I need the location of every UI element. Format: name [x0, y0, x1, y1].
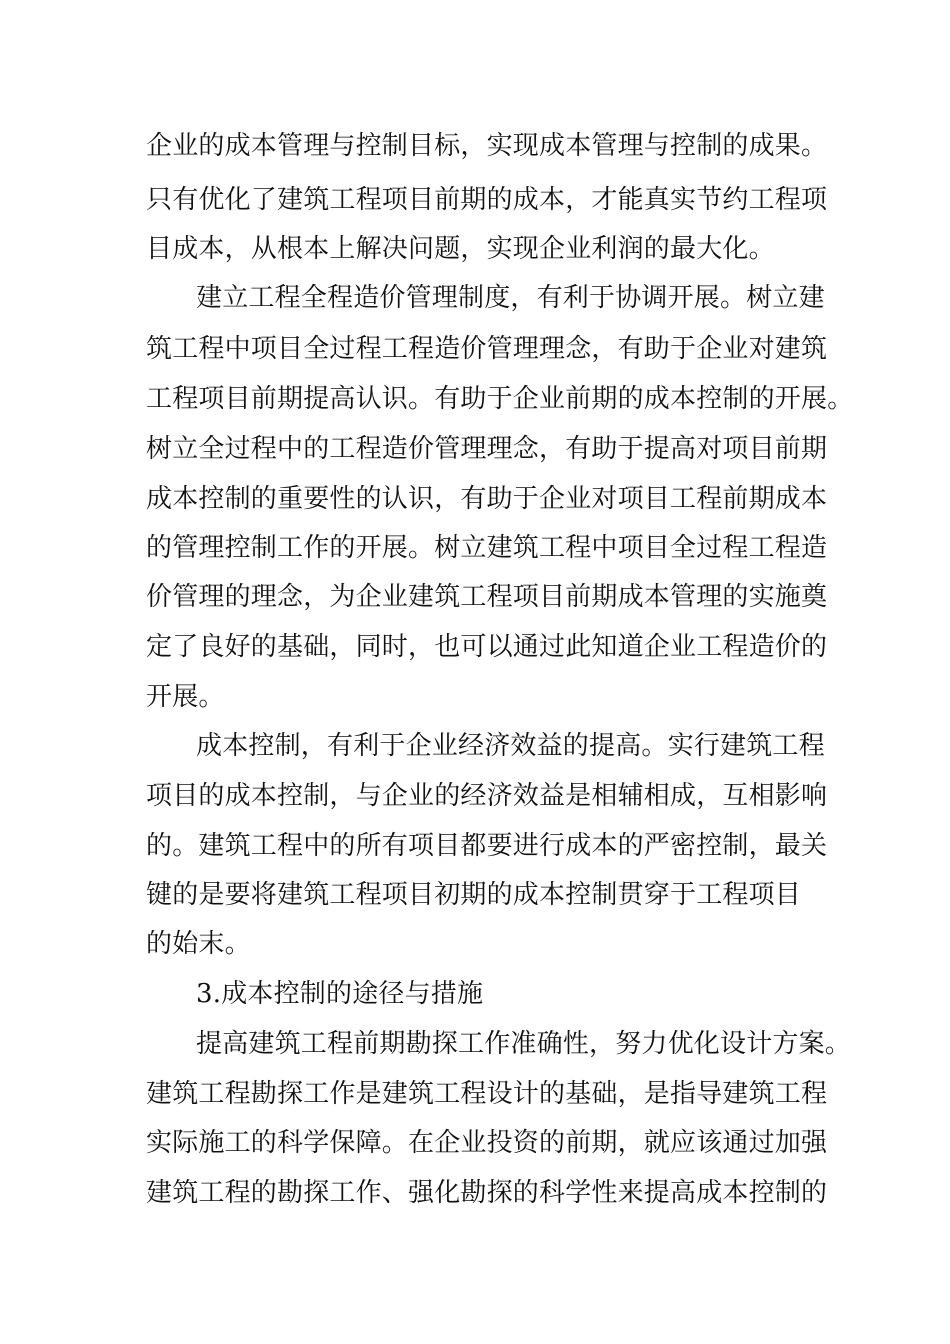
text-line: 树立全过程中的工程造价管理理念，有助于提高对项目前期 [146, 434, 828, 464]
text-line: 实际施工的科学保障。在企业投资的前期，就应该通过加强 [146, 1128, 828, 1158]
text-line: 项目的成本控制，与企业的经济效益是相辅相成，互相影响 [146, 781, 828, 811]
text-line: 的始末。 [146, 929, 251, 959]
text-line: 的。建筑工程中的所有项目都要进行成本的严密控制，最关 [146, 831, 828, 861]
text-line: 价管理的理念，为企业建筑工程项目前期成本管理的实施奠 [146, 582, 828, 612]
text-line: 筑工程中项目全过程工程造价管理理念，有助于企业对建筑 [146, 334, 828, 364]
text-line: 工程项目前期提高认识。有助于企业前期的成本控制的开展。 [146, 384, 854, 414]
section-heading: 3.成本控制的途径与措施 [196, 979, 484, 1009]
text-line: 开展。 [146, 682, 225, 712]
text-line: 建筑工程勘探工作是建筑工程设计的基础，是指导建筑工程 [146, 1079, 828, 1109]
paragraph-start-line: 建立工程全程造价管理制度，有利于协调开展。树立建 [196, 283, 825, 313]
text-line: 建筑工程的勘探工作、强化勘探的科学性来提高成本控制的 [146, 1178, 828, 1208]
paragraph-start-line: 成本控制，有利于企业经济效益的提高。实行建筑工程 [196, 731, 825, 761]
paragraph-start-line: 提高建筑工程前期勘探工作准确性，努力优化设计方案。 [196, 1029, 852, 1059]
text-line: 只有优化了建筑工程项目前期的成本，才能真实节约工程项 [146, 185, 828, 215]
text-line: 定了良好的基础，同时，也可以通过此知道企业工程造价的 [146, 632, 828, 662]
text-line: 企业的成本管理与控制目标，实现成本管理与控制的成果。 [146, 131, 828, 161]
text-line: 成本控制的重要性的认识，有助于企业对项目工程前期成本 [146, 484, 828, 514]
text-line: 的管理控制工作的开展。树立建筑工程中项目全过程工程造 [146, 533, 828, 563]
text-line: 键的是要将建筑工程项目初期的成本控制贯穿于工程项目 [146, 880, 802, 910]
text-line: 目成本，从根本上解决问题，实现企业利润的最大化。 [146, 234, 775, 264]
